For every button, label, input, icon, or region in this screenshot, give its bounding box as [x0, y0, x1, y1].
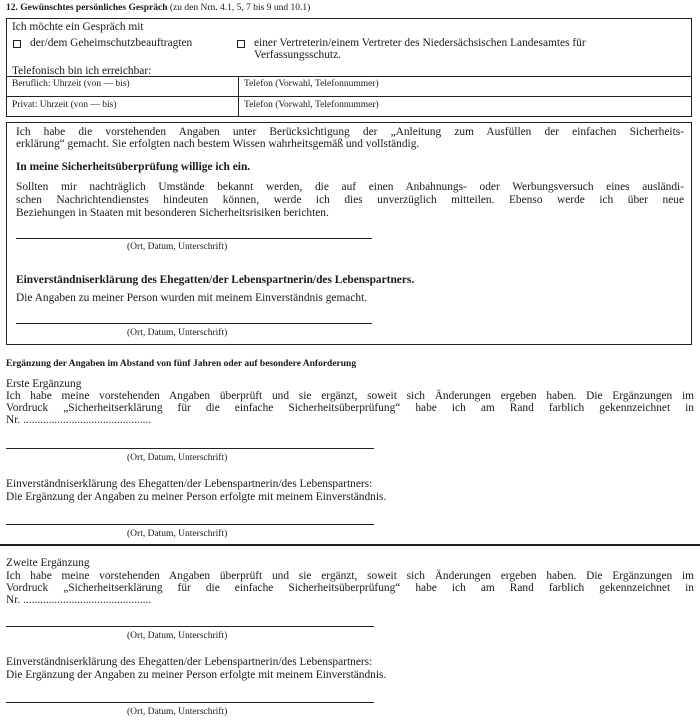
notice-line-3: Beziehungen in Staaten mit besonderen Sicherheitsrisiken berichten.: [16, 207, 329, 219]
spouse-signature-line[interactable]: [16, 323, 372, 324]
first-spouse-heading: Einverständniserklärung des Ehegatten/der Lebenspartnerin/des Lebenspartners:: [6, 478, 373, 490]
first-spouse-signature-caption: (Ort, Datum, Unterschrift): [127, 529, 228, 539]
checkbox-security-officer[interactable]: [13, 40, 21, 48]
second-supplement-signature-caption: (Ort, Datum, Unterschrift): [127, 631, 228, 641]
first-spouse-text: Die Ergänzung der Angaben zu meiner Person erfolgte mit meinem Einverständnis.: [6, 491, 387, 503]
consent-heading: In meine Sicherheitsüberprüfung willige ich ein.: [16, 161, 251, 173]
second-spouse-text: Die Ergänzung der Angaben zu meiner Person erfolgte mit meinem Einverständnis.: [6, 669, 387, 681]
declaration-box: [6, 122, 692, 345]
section-12-heading: [6, 4, 310, 14]
declaration-line-2: erklärung“ gemacht. Sie erfolgten nach bestem Wissen wahrheitsgemäß und vollständig.: [16, 138, 420, 150]
second-supplement-title: Zweite Ergänzung: [6, 557, 90, 569]
option-state-office-line2: Verfassungsschutz.: [254, 49, 341, 61]
first-spouse-signature-line[interactable]: [6, 524, 374, 525]
first-supplement-signature-caption: (Ort, Datum, Unterschrift): [127, 453, 228, 463]
private-time-field[interactable]: Privat: Uhrzeit (von — bis): [12, 100, 117, 110]
supplement-heading: Ergänzung der Angaben im Abstand von fünf Jahren oder auf besondere Anforderung: [6, 359, 357, 369]
signature-caption: (Ort, Datum, Unterschrift): [127, 242, 228, 252]
first-supplement-signature-line[interactable]: [6, 448, 374, 449]
second-supplement-line-1: Ich habe meine vorstehenden Angaben überprüft und sie ergänzt, soweit sich Änderungen ergeben haben. Die Ergänzungen im: [6, 570, 694, 582]
first-supplement-title: Erste Ergänzung: [6, 378, 82, 390]
second-supplement-line-2: Vordruck „Sicherheitserklärung für die einfache Sicherheitsüberprüfung“ habe ich am Rand farblich gekennzeichnet in: [6, 582, 694, 594]
signature-line[interactable]: [16, 238, 372, 239]
reachable-label: Telefonisch bin ich erreichbar:: [12, 65, 152, 77]
first-supplement-line-1: Ich habe meine vorstehenden Angaben überprüft und sie ergänzt, soweit sich Änderungen ergeben haben. Die Ergänzungen im: [6, 390, 694, 402]
section-title: Gewünschtes persönliches Gespräch: [20, 3, 168, 13]
wish-line: Ich möchte ein Gespräch mit: [12, 21, 144, 33]
spouse-consent-text: Die Angaben zu meiner Person wurden mit meinem Einverständnis gemacht.: [16, 292, 368, 304]
spouse-signature-caption: (Ort, Datum, Unterschrift): [127, 328, 228, 338]
option-state-office-line1: einer Vertreterin/einem Vertreter des Niedersächsischen Landesamtes für: [254, 37, 586, 49]
supplement-divider: [0, 544, 700, 546]
phone-table-middle: [6, 96, 692, 97]
section-refs: (zu den Nrn. 4.1, 5, 7 bis 9 und 10.1): [169, 3, 311, 13]
second-supplement-signature-line[interactable]: [6, 626, 374, 627]
first-supplement-line-2: Vordruck „Sicherheitserklärung für die einfache Sicherheitsüberprüfung“ habe ich am Rand farblich gekennzeichnet in: [6, 402, 694, 414]
checkbox-state-office-rep[interactable]: [237, 40, 245, 48]
spouse-consent-heading: Einverständniserklärung des Ehegatten/der Lebenspartnerin/des Lebenspartners.: [16, 274, 415, 286]
second-spouse-heading: Einverständniserklärung des Ehegatten/der Lebenspartnerin/des Lebenspartners:: [6, 656, 373, 668]
notice-line-2: schen Nachrichtendienstes hindeuten können, werde ich dies unverzüglich mitteilen. Ebenso werde ich über neue: [16, 194, 684, 206]
work-time-field[interactable]: Beruflich: Uhrzeit (von — bis): [12, 79, 130, 89]
section-number: 12.: [6, 3, 18, 13]
second-supplement-line-3[interactable]: Nr. .............................................: [6, 594, 152, 606]
notice-line-1: Sollten mir nachträglich Umstände bekannt werden, die auf einen Anbahnungs- oder Werbungsversuch eines ausländi-: [16, 181, 684, 193]
private-phone-field[interactable]: Telefon (Vorwahl, Telefonnummer): [244, 100, 379, 110]
work-phone-field[interactable]: Telefon (Vorwahl, Telefonnummer): [244, 79, 379, 89]
phone-table-divider: [238, 76, 239, 117]
option-security-officer: der/dem Geheimschutzbeauftragten: [30, 37, 193, 49]
declaration-line-1: Ich habe die vorstehenden Angaben unter Berücksichtigung der „Anleitung zum Ausfüllen der einfachen Sicherheits-: [16, 126, 684, 138]
phone-table-top: [6, 76, 692, 77]
second-spouse-signature-caption: (Ort, Datum, Unterschrift): [127, 707, 228, 717]
first-supplement-line-3[interactable]: Nr. .............................................: [6, 414, 152, 426]
second-spouse-signature-line[interactable]: [6, 702, 374, 703]
